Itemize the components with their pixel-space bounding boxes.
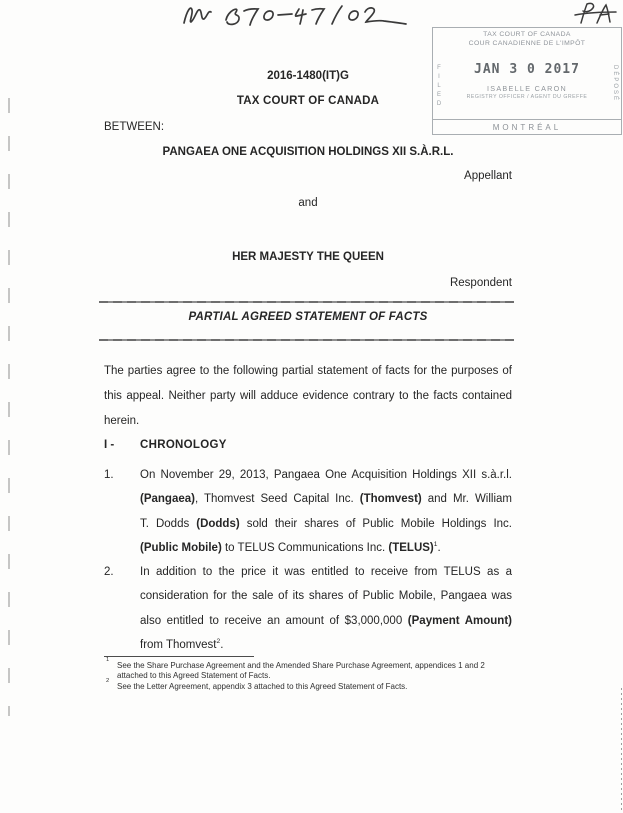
respondent-name: HER MAJESTY THE QUEEN	[232, 251, 384, 263]
stamp-registry-office: MONTRÉAL	[433, 119, 621, 134]
appellant-name: PANGAEA ONE ACQUISITION HOLDINGS XII S.À.R.L.	[162, 146, 454, 158]
conjunction-and: and	[298, 197, 318, 209]
paragraph-text: On November 29, 2013, Pangaea One Acquisition Holdings XII s.à.r.l. (Pangaea), Thomvest Seed Capital Inc. (Thomvest) and Mr. William T. Dodds (Dodds) sold their shares of Public Mobile Holdings Inc. (Public Mobile) to TELUS Communications Inc. (TELUS)$^1$.	[140, 469, 513, 555]
stamp-officer-name: ISABELLE CARON	[486, 84, 568, 93]
left-margin-binding-marks	[8, 98, 10, 716]
title-rule-bottom	[99, 339, 514, 341]
stamp-depose-label: DÉPOSÉ	[612, 65, 618, 103]
section-heading-chronology	[104, 439, 512, 451]
court-name: TAX COURT OF CANADA	[236, 95, 380, 107]
handwritten-docket-scrawl	[140, 1, 408, 31]
docket-number: 2016-1480(IT)G	[267, 70, 349, 82]
between-label: BETWEEN:	[104, 121, 165, 133]
stamp-title-english: TAX COURT OF CANADA	[483, 31, 571, 38]
section-title: CHRONOLOGY	[140, 439, 227, 451]
numbered-paragraph-2	[104, 560, 512, 658]
numbered-paragraph-1	[104, 463, 512, 561]
intro-paragraph: The parties agree to the following partial statement of facts for the purposes of this appeal. Neither party will adduce evidence contrary to the facts contained herein.	[104, 365, 512, 427]
right-page-edge-scan-marks	[621, 688, 622, 813]
respondent-role-label: Respondent	[449, 277, 512, 289]
stamp-officer-title: REGISTRY OFFICER / AGENT DU GREFFE	[466, 94, 588, 100]
appellant-role-label: Appellant	[464, 170, 512, 182]
footnote-text: See the Share Purchase Agreement and the Amended Share Purchase Agreement, appendices 1 and 2 attached to this Agreed Statement of Facts.	[117, 661, 485, 681]
stamp-date: JAN 3 0 2017	[474, 62, 580, 77]
stamp-filed-label: FILED	[436, 65, 442, 110]
title-rule-top	[99, 301, 514, 303]
footnote-1: 1 See the Share Purchase Agreement and the Amended Share Purchase Agreement, appendices 1 and 2 attached to this Agreed Statement of Facts.	[104, 661, 516, 682]
stamp-title-french: COUR CANADIENNE DE L'IMPÔT	[468, 39, 586, 47]
paragraph-number: 2.	[104, 566, 114, 578]
handwritten-pa-initials	[572, 1, 618, 27]
section-number: I -	[104, 439, 115, 451]
paragraph-text: In addition to the price it was entitled to receive from TELUS as a consideration for the sale of its shares of Public Mobile, Pangaea was also entitled to receive an amount of $3,000,000 (Payment Amount) from Thomvest$^2$.	[140, 566, 512, 652]
footnote-2: 2 See the Letter Agreement, appendix 3 attached to this Agreed Statement of Facts.	[104, 682, 516, 692]
footnote-separator-rule	[104, 656, 254, 657]
stamp-header	[433, 28, 621, 48]
paragraph-number: 1.	[104, 469, 114, 481]
document-title: PARTIAL AGREED STATEMENT OF FACTS	[188, 311, 428, 323]
footnotes-block	[104, 656, 516, 692]
footnote-text: See the Letter Agreement, appendix 3 attached to this Agreed Statement of Facts.	[117, 681, 408, 691]
